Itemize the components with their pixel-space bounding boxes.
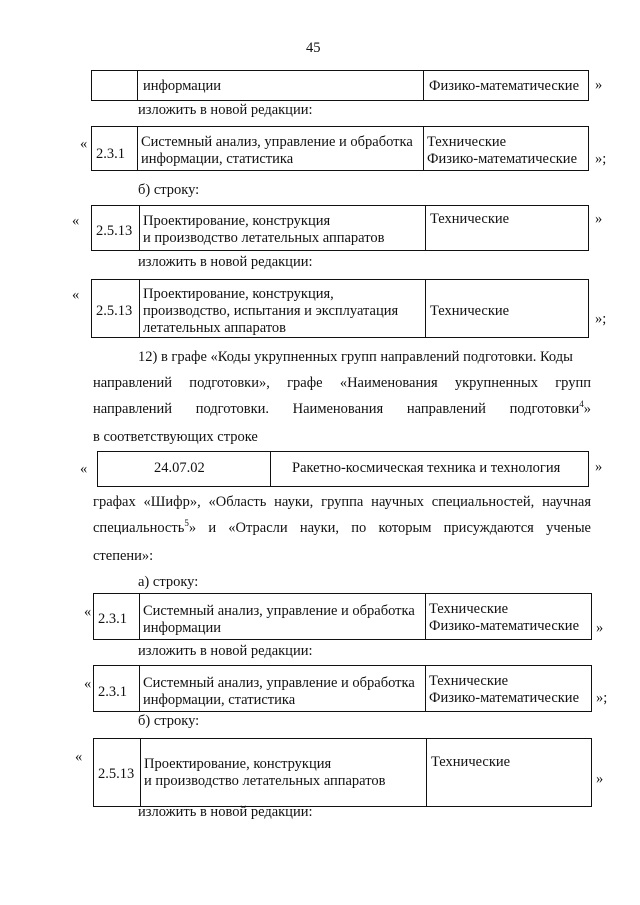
open-quote: « — [84, 676, 92, 692]
row-code: 2.5.13 — [96, 223, 133, 239]
row-area-line1: Технические — [429, 601, 509, 617]
table-row — [91, 279, 589, 338]
instruction-a-row: а) строку: — [138, 574, 199, 590]
row-code: 2.3.1 — [98, 684, 127, 700]
close-quote-semicolon: »; — [595, 151, 607, 167]
paragraph-graphs-line2-rest: » и «Отрасли науки, по которым присуждаются ученые — [188, 520, 591, 536]
row-name: информации — [143, 78, 221, 94]
close-quote: » — [596, 771, 604, 787]
row-area: Технические — [430, 211, 510, 227]
paragraph-graphs-line3: степени»: — [93, 548, 154, 564]
paragraph-graphs-line2 — [93, 515, 591, 541]
row-name-line1: Проектирование, конструкция, — [143, 286, 334, 302]
paragraph-12-line4: в соответствующих строке — [93, 429, 258, 445]
instruction-new-edition: изложить в новой редакции: — [138, 804, 313, 820]
row-code: 2.5.13 — [96, 303, 133, 319]
close-quote-semicolon: »; — [596, 690, 608, 706]
paragraph-12-line3 — [93, 396, 591, 422]
row-area-line2: Физико-математические — [429, 690, 579, 706]
instruction-b-row: б) строку: — [138, 182, 200, 198]
row-area: Технические — [431, 754, 511, 770]
table-row — [93, 738, 592, 807]
row-name-line1: Системный анализ, управление и обработка — [143, 675, 415, 691]
row-name-line2: и производство летательных аппаратов — [144, 773, 386, 789]
row-name-line2: производство, испытания и эксплуатация — [143, 303, 399, 319]
page-number: 45 — [306, 40, 321, 56]
instruction-new-edition: изложить в новой редакции: — [138, 254, 313, 270]
row-name-line3: летательных аппаратов — [143, 320, 286, 336]
row-name-line2: информации, статистика — [143, 692, 296, 708]
paragraph-graphs-line2-text: специальность — [93, 520, 185, 536]
row-area-line1: Технические — [429, 673, 509, 689]
close-quote: » — [595, 77, 603, 93]
row-name-line2: информации, статистика — [141, 151, 294, 167]
row-area: Физико-математические — [429, 78, 579, 94]
row-name: Ракетно-космическая техника и технология — [292, 460, 561, 476]
row-area-line1: Технические — [427, 134, 507, 150]
close-quote: » — [596, 620, 604, 636]
row-name-line1: Системный анализ, управление и обработка — [143, 603, 415, 619]
paragraph-12-line3-end: » — [583, 401, 591, 417]
table-row — [97, 451, 589, 487]
paragraph-12-line3-text: направлений подготовки. Наименования направлений подготовки — [93, 401, 580, 417]
paragraph-12-line2: направлений подготовки», графе «Наименования укрупненных групп — [93, 375, 591, 391]
open-quote: « — [75, 749, 83, 765]
row-name-line1: Системный анализ, управление и обработка — [141, 134, 413, 150]
table-row — [93, 593, 592, 640]
paragraph-graphs-line1: графах «Шифр», «Область науки, группа научных специальностей, научная — [93, 494, 591, 510]
row-code: 2.3.1 — [98, 611, 127, 627]
open-quote: « — [72, 287, 80, 303]
instruction-new-edition: изложить в новой редакции: — [138, 102, 313, 118]
open-quote: « — [84, 604, 92, 620]
row-name-line2: и производство летательных аппаратов — [143, 230, 385, 246]
table-row — [91, 205, 589, 251]
footnote-ref-5: 5 — [184, 518, 189, 529]
paragraph-12-line1: 12) в графе «Коды укрупненных групп направлений подготовки. Коды — [138, 349, 573, 365]
row-code: 24.07.02 — [154, 460, 205, 476]
close-quote: » — [595, 459, 603, 475]
row-code: 2.3.1 — [96, 146, 125, 162]
row-area-line2: Физико-математические — [429, 618, 579, 634]
row-code: 2.5.13 — [98, 766, 135, 782]
row-area-line2: Физико-математические — [427, 151, 577, 167]
close-quote: » — [595, 211, 603, 227]
instruction-b-row: б) строку: — [138, 713, 200, 729]
table-row — [93, 665, 592, 712]
row-area: Технические — [430, 303, 510, 319]
open-quote: « — [72, 213, 80, 229]
row-name-line1: Проектирование, конструкция — [143, 213, 331, 229]
table-row — [91, 126, 589, 171]
table-row — [91, 70, 589, 101]
row-name-line1: Проектирование, конструкция — [144, 756, 332, 772]
footnote-ref-4: 4 — [579, 399, 584, 410]
open-quote: « — [80, 461, 88, 477]
close-quote-semicolon: »; — [595, 311, 607, 327]
instruction-new-edition: изложить в новой редакции: — [138, 643, 313, 659]
open-quote: « — [80, 136, 88, 152]
row-name-line2: информации — [143, 620, 221, 636]
